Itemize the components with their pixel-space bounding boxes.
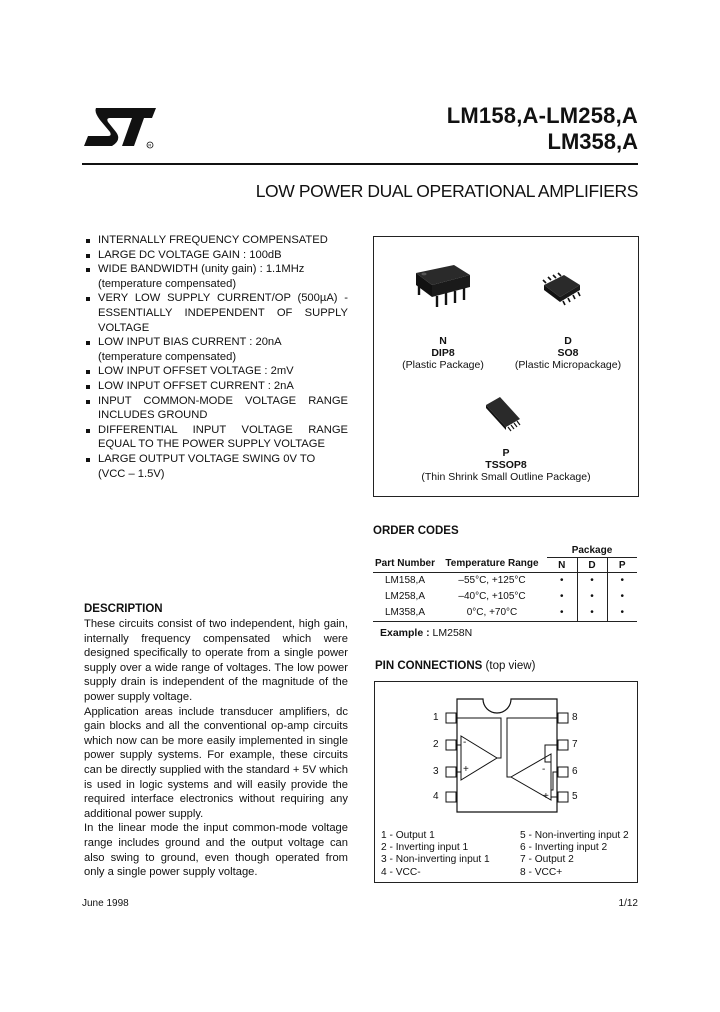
column-header-p: P — [607, 557, 637, 572]
description-paragraph: These circuits consist of two independent, high gain, internally frequency compensated which were designed specifically to operate from a single power supply over a wide range of voltages. The low power supply drain is independent of the magnitude of the power supply voltage. — [84, 618, 348, 703]
list-item: LARGE OUTPUT VOLTAGE SWING 0V TO (VCC – 1.5V) — [86, 452, 348, 481]
list-item: VERY LOW SUPPLY CURRENT/OP (500µA) - ESSENTIALLY INDEPENDENT OF SUPPLY VOLTAGE — [86, 291, 348, 335]
list-item: WIDE BANDWIDTH (unity gain) : 1.1MHz (temperature compensated) — [86, 262, 348, 291]
list-item: DIFFERENTIAL INPUT VOLTAGE RANGE EQUAL TO THE POWER SUPPLY VOLTAGE — [86, 423, 348, 452]
column-header-part: Part Number — [373, 545, 437, 572]
table-row: LM358,A 0°C, +70°C • • • — [373, 605, 637, 622]
pin-number: 4 — [433, 791, 439, 802]
column-header-temperature: Temperature Range — [437, 545, 547, 572]
amp1-minus-sign: - — [463, 737, 467, 748]
footer-date: June 1998 — [82, 898, 129, 909]
list-item: INPUT COMMON-MODE VOLTAGE RANGE INCLUDES GROUND — [86, 394, 348, 423]
document-title-line1: LM158,A-LM258,A — [446, 103, 638, 128]
dip8-package-icon — [410, 259, 476, 311]
pin-legend-left: 1 - Output 1 2 - Inverting input 1 3 - Non-inverting input 1 4 - VCC- — [381, 830, 490, 878]
list-item: LARGE DC VOLTAGE GAIN : 100dB — [86, 248, 348, 263]
order-example: Example : LM258N — [380, 627, 473, 639]
package-tssop8-label: P TSSOP8 (Thin Shrink Small Outline Package) — [421, 447, 591, 483]
order-codes-table — [373, 545, 637, 622]
description-heading: DESCRIPTION — [84, 603, 163, 615]
pin-number: 8 — [572, 712, 578, 723]
pinout-diagram — [375, 682, 637, 822]
pin-number: 5 — [572, 791, 578, 802]
document-title-line2: LM358,A — [547, 129, 638, 154]
pin-legend-right: 5 - Non-inverting input 2 6 - Inverting input 2 7 - Output 2 8 - VCC+ — [520, 830, 629, 878]
amp2-minus-sign: - — [542, 764, 546, 775]
amp2-plus-sign: + — [543, 791, 549, 802]
pin-number: 2 — [433, 739, 439, 750]
list-item: INTERNALLY FREQUENCY COMPENSATED — [86, 233, 348, 248]
pin-number: 1 — [433, 712, 439, 723]
pin-connections-box — [374, 681, 638, 883]
package-so8-label: D SO8 (Plastic Micropackage) — [514, 335, 622, 371]
pin-number: 7 — [572, 739, 578, 750]
list-item: LOW INPUT OFFSET CURRENT : 2nA — [86, 379, 348, 394]
table-row: LM258,A –40°C, +105°C • • • — [373, 589, 637, 605]
list-item: LOW INPUT OFFSET VOLTAGE : 2mV — [86, 364, 348, 379]
document-subtitle: LOW POWER DUAL OPERATIONAL AMPLIFIERS — [255, 181, 638, 201]
description-body — [84, 617, 348, 880]
feature-list — [86, 233, 348, 481]
description-paragraph: In the linear mode the input common-mode voltage range includes ground and the output voltage can also swing to ground, even though operated from only a single power supply voltage. — [84, 822, 348, 879]
pin-number: 6 — [572, 766, 578, 777]
footer-page-number: 1/12 — [618, 898, 638, 909]
st-logo — [82, 104, 158, 150]
list-item: LOW INPUT BIAS CURRENT : 20nA (temperature compensated) — [86, 335, 348, 364]
pin-number: 3 — [433, 766, 439, 777]
pin-connections-heading: PIN CONNECTIONS (top view) — [375, 660, 536, 672]
description-paragraph: Application areas include transducer amplifiers, dc gain blocks and all the conventional op-amp circuits which now can be more easily implemented in single power supply systems. For example, these circuits can be directly supplied with the standard + 5V which is used in logic systems and will easily provide the required interface electronics without requiring any additional power supply. — [84, 705, 348, 820]
package-box — [373, 236, 639, 497]
header-rule — [82, 163, 638, 165]
column-header-n: N — [547, 557, 577, 572]
svg-text:R: R — [148, 142, 152, 148]
tssop8-package-icon — [480, 393, 526, 435]
column-header-package: Package — [547, 545, 637, 557]
amp1-plus-sign: + — [463, 764, 469, 775]
table-row: LM158,A –55°C, +125°C • • • — [373, 572, 637, 589]
package-dip8-label: N DIP8 (Plastic Package) — [402, 335, 484, 371]
order-codes-heading: ORDER CODES — [373, 525, 459, 537]
so8-package-icon — [540, 271, 584, 307]
column-header-d: D — [577, 557, 607, 572]
